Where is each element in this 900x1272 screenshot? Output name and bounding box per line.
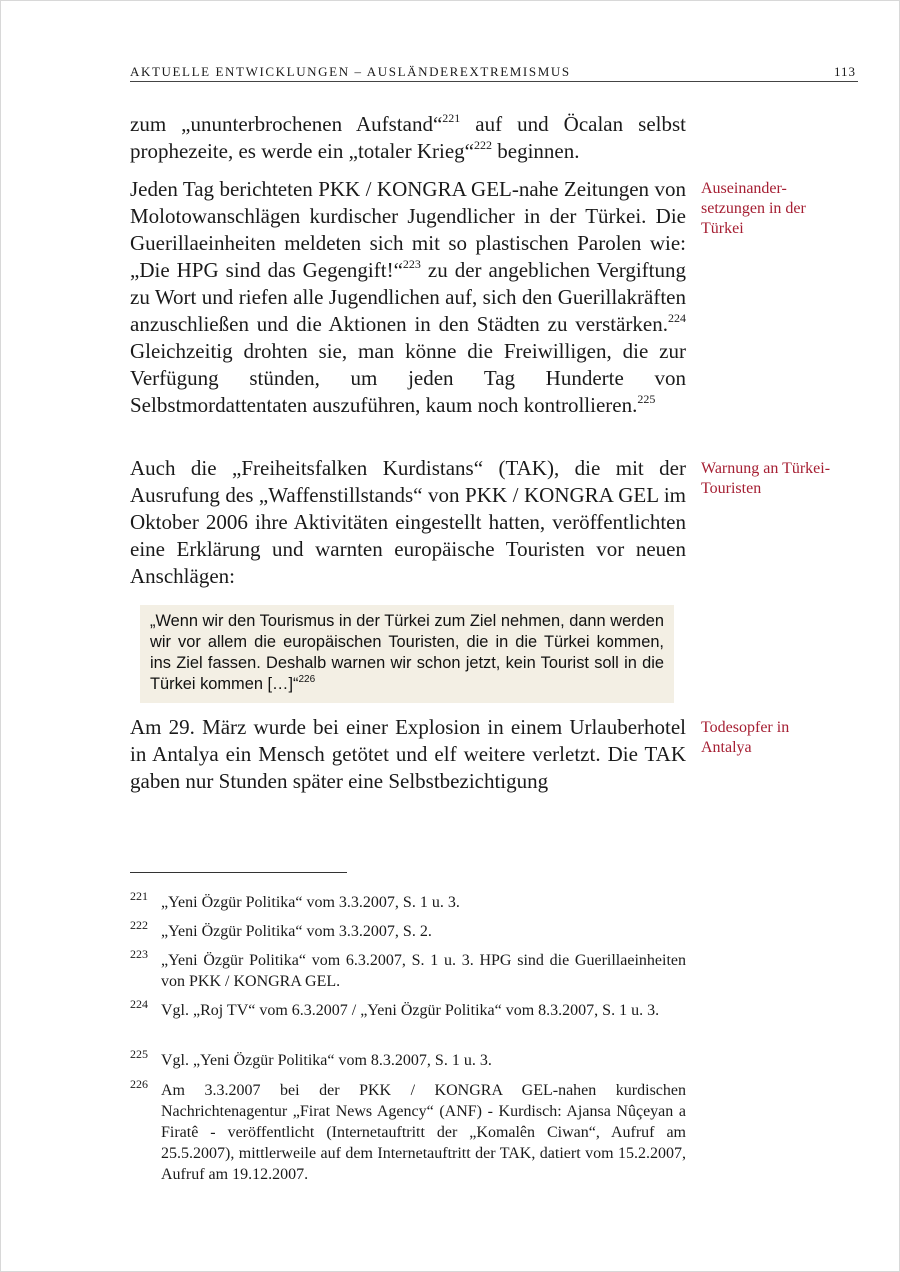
paragraph-text: Gleichzeitig drohten sie, man könne die Freiwilligen, die zur Verfügung stünden, um jeden Tag Hunderte von Selbstmordattentaten auszuführen, kaum noch kontrollieren. [130, 339, 686, 417]
footnote-ref-226[interactable]: 226 [298, 674, 316, 685]
footnote-number: 221 [130, 889, 148, 903]
paragraph-1 [130, 111, 686, 165]
footnote-number: 223 [130, 947, 148, 961]
footnote-text: „Yeni Özgür Politika“ vom 3.3.2007, S. 1 u. 3. [161, 894, 460, 911]
footnote-ref-223[interactable]: 223 [402, 257, 421, 271]
margin-note-warnung: Warnung an Türkei-Touristen [701, 460, 831, 497]
paragraph-text: auf und Öcalan selbst prophezeite, es werde ein „totaler Krieg“ [130, 112, 686, 163]
margin-note-auseinandersetzungen: Auseinander-setzungen in der Türkei [701, 180, 806, 237]
footnote-number: 224 [130, 997, 148, 1011]
footnote-ref-225[interactable]: 225 [637, 392, 656, 406]
footnote-ref-222[interactable]: 222 [474, 138, 492, 152]
paragraph-3: Auch die „Freiheitsfalken Kurdistans“ (TAK), die mit der Ausrufung des „Waffenstillstands“ von PKK / KONGRA GEL im Oktober 2006 ihre Aktivitäten eingestellt hatten, veröffentlichten eine Erklärung und warnten europäische Touristen vor neuen Anschlägen: [130, 456, 686, 588]
quote-body: „Wenn wir den Tourismus in der Türkei zum Ziel nehmen, dann werden wir vor allem die europäischen Touristen, die in die Türkei kommen, ins Ziel fassen. Deshalb warnen wir schon jetzt, kein Tourist soll in die Türkei kommen […]“ [150, 612, 664, 693]
footnote-text: Am 3.3.2007 bei der PKK / KONGRA GEL-nahen kurdischen Nachrichtenagentur „Firat News Agency“ (ANF) - Kurdisch: Ajansa Nûçeyan a Firatê - veröffentlicht (Internetauftritt der „Komalên Ciwan“, Aufruf am 25.5.2007), mittlerweile auf dem Internetauftritt der TAK, datiert vom 15.2.2007, Aufruf am 19.12.2007. [161, 1082, 686, 1183]
paragraph-text: Jeden Tag berichteten PKK / KONGRA GEL-nahe Zeitungen von Molotowanschlägen kurdischer Jugendlicher in der Türkei. Die Guerillaeinheiten meldeten sich mit so plastischen Parolen wie: „Die HPG sind das Gegengift!“ [130, 177, 686, 282]
running-header [130, 64, 858, 82]
paragraph-text: zu der angeblichen Vergiftung zu Wort und riefen alle Jugendlichen auf, sich den Guerillakräften anzuschließen und die Aktionen in den Städten zu verstärken. [130, 258, 686, 336]
footnote-number: 226 [130, 1077, 148, 1091]
footnote-text: „Yeni Özgür Politika“ vom 3.3.2007, S. 2. [161, 923, 432, 940]
page-number: 113 [833, 64, 856, 79]
paragraph-4: Am 29. März wurde bei einer Explosion in einem Urlauberhotel in Antalya ein Mensch getötet und elf weitere verletzt. Die TAK gaben nur Stunden später eine Selbstbezichtigung [130, 715, 686, 793]
running-title: AKTUELLE ENTWICKLUNGEN – AUSLÄNDEREXTREMISMUS [130, 64, 571, 79]
paragraph-text: zum „ununterbrochenen Aufstand“ [130, 112, 443, 136]
footnote-text: Vgl. „Roj TV“ vom 6.3.2007 / „Yeni Özgür Politika“ vom 8.3.2007, S. 1 u. 3. [161, 1002, 660, 1019]
paragraph-2 [130, 176, 686, 419]
quote-box [140, 605, 674, 703]
footnote-text: „Yeni Özgür Politika“ vom 6.3.2007, S. 1 u. 3. HPG sind die Guerillaeinheiten von PKK / KONGRA GEL. [161, 952, 686, 990]
footnote-number: 222 [130, 918, 148, 932]
quote-text [150, 611, 664, 695]
footnote-divider [130, 872, 347, 873]
footnote-text: Vgl. „Yeni Özgür Politika“ vom 8.3.2007, S. 1 u. 3. [161, 1052, 492, 1069]
footnote-ref-221[interactable]: 221 [442, 111, 461, 125]
paragraph-text: beginnen. [492, 139, 580, 163]
footnote-ref-224[interactable]: 224 [668, 311, 686, 325]
margin-note-todesopfer: Todesopfer in Antalya [701, 719, 790, 756]
footnote-number: 225 [130, 1047, 148, 1061]
